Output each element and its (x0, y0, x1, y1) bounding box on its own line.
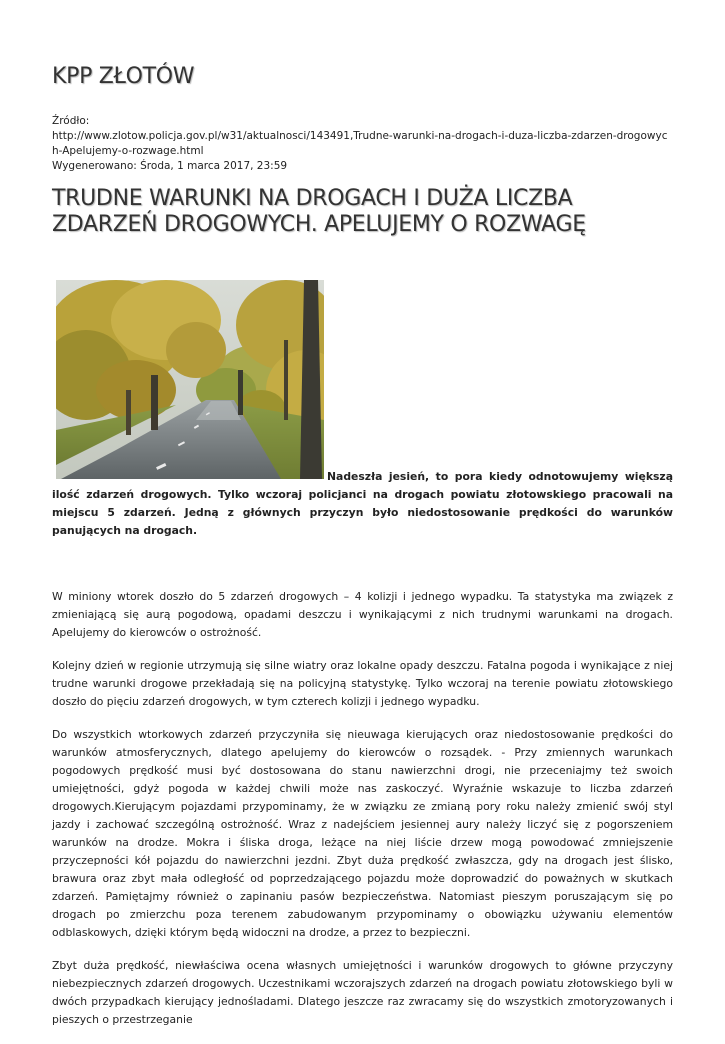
article-paragraph: Kolejny dzień w regionie utrzymują się silne wiatry oraz lokalne opady deszczu. Fatalna pogoda i wynikające z niej trudne warunki drogowe przekładają się na policyjną statystykę. Tylko wczoraj na terenie powiatu złotowskiego doszło do pięciu zdarzeń drogowych, w tym czterech kolizji i jednego wypadku. (52, 659, 673, 708)
article-lead: Nadeszła jesień, to pora kiedy odnotowujemy większą ilość zdarzeń drogowych. Tylko wczoraj policjanci na drogach powiatu złotowskiego pracowali na miejscu 5 zdarzeń. Jedną z głównych przyczyn było niedostosowanie prędkości do warunków panujących na drogach. (52, 470, 673, 537)
source-label: Źródło: (52, 115, 90, 127)
site-title: KPP ZŁOTÓW (52, 64, 195, 89)
article-body (52, 588, 673, 1044)
article-title: TRUDNE WARUNKI NA DROGACH I DUŻA LICZBA ZDARZEŃ DROGOWYCH. APELUJEMY O ROZWAGĘ (52, 186, 586, 237)
source-url[interactable]: http://www.zlotow.policja.gov.pl/w31/aktualnosci/143491,Trudne-warunki-na-drogach-i-duza-liczba-zdarzen-drogowych-Apelujemy-o-rozwage.html (52, 130, 668, 157)
autumn-road-photo (56, 280, 324, 479)
source-meta (52, 114, 673, 174)
article-paragraph: W miniony wtorek doszło do 5 zdarzeń drogowych – 4 kolizji i jednego wypadku. Ta statystyka ma związek z zmieniającą się aurą pogodową, opadami deszczu i wynikającymi z nich trudnymi warunkami na drogach. Apelujemy do kierowców o ostrożność. (52, 590, 673, 639)
article-paragraph: Do wszystkich wtorkowych zdarzeń przyczyniła się nieuwaga kierujących oraz niedostosowanie prędkości do warunków atmosferycznych, dlatego apelujemy do kierowców o rozsądek. - Przy zmiennych warunkach pogodowych prędkość musi być dostosowana do stanu nawierzchni drogi, nie przeceniajmy też swoich umiejętności, gdyż pogoda w każdej chwili może nas zaskoczyć. Wyraźnie wskazuje to liczba zdarzeń drogowych.Kierującym pojazdami przypominamy, że w związku ze zmianą pory roku należy zmienić swój styl jazdy i zachować szczególną ostrożność. Wraz z nadejściem jesiennej aury należy liczyć się z pogorszeniem warunków na drodze. Mokra i śliska droga, leżące na niej liście drzew mogą powodować zmniejszenie przyczepności kół pojazdu do nawierzchni jezdni. Zbyt duża prędkość zwłaszcza, gdy na drogach jest ślisko, brawura oraz zbyt mała odległość od poprzedzającego pojazdu może doprowadzić do poważnych w skutkach zdarzeń. Pamiętajmy również o zapinaniu pasów bezpieczeństwa. Natomiast pieszym poruszającym się po drogach po zmierzchu poza terenem zabudowanym przypominamy o obowiązku używaniu elementów odblaskowych, dzięki którym będą widoczni na drodze, a przez to bezpieczni. (52, 728, 673, 939)
article-paragraph: Zbyt duża prędkość, niewłaściwa ocena własnych umiejętności i warunków drogowych to główne przyczyny niebezpiecznych zdarzeń drogowych. Uczestnikami wczorajszych zdarzeń na drogach powiatu złotowskiego byli w dwóch przypadkach kierujący jednośladami. Dlatego jeszcze raz zwracamy się do wszystkich zmotoryzowanych i pieszych o przestrzeganie (52, 959, 673, 1026)
generated-date: Wygenerowano: Środa, 1 marca 2017, 23:59 (52, 160, 288, 172)
